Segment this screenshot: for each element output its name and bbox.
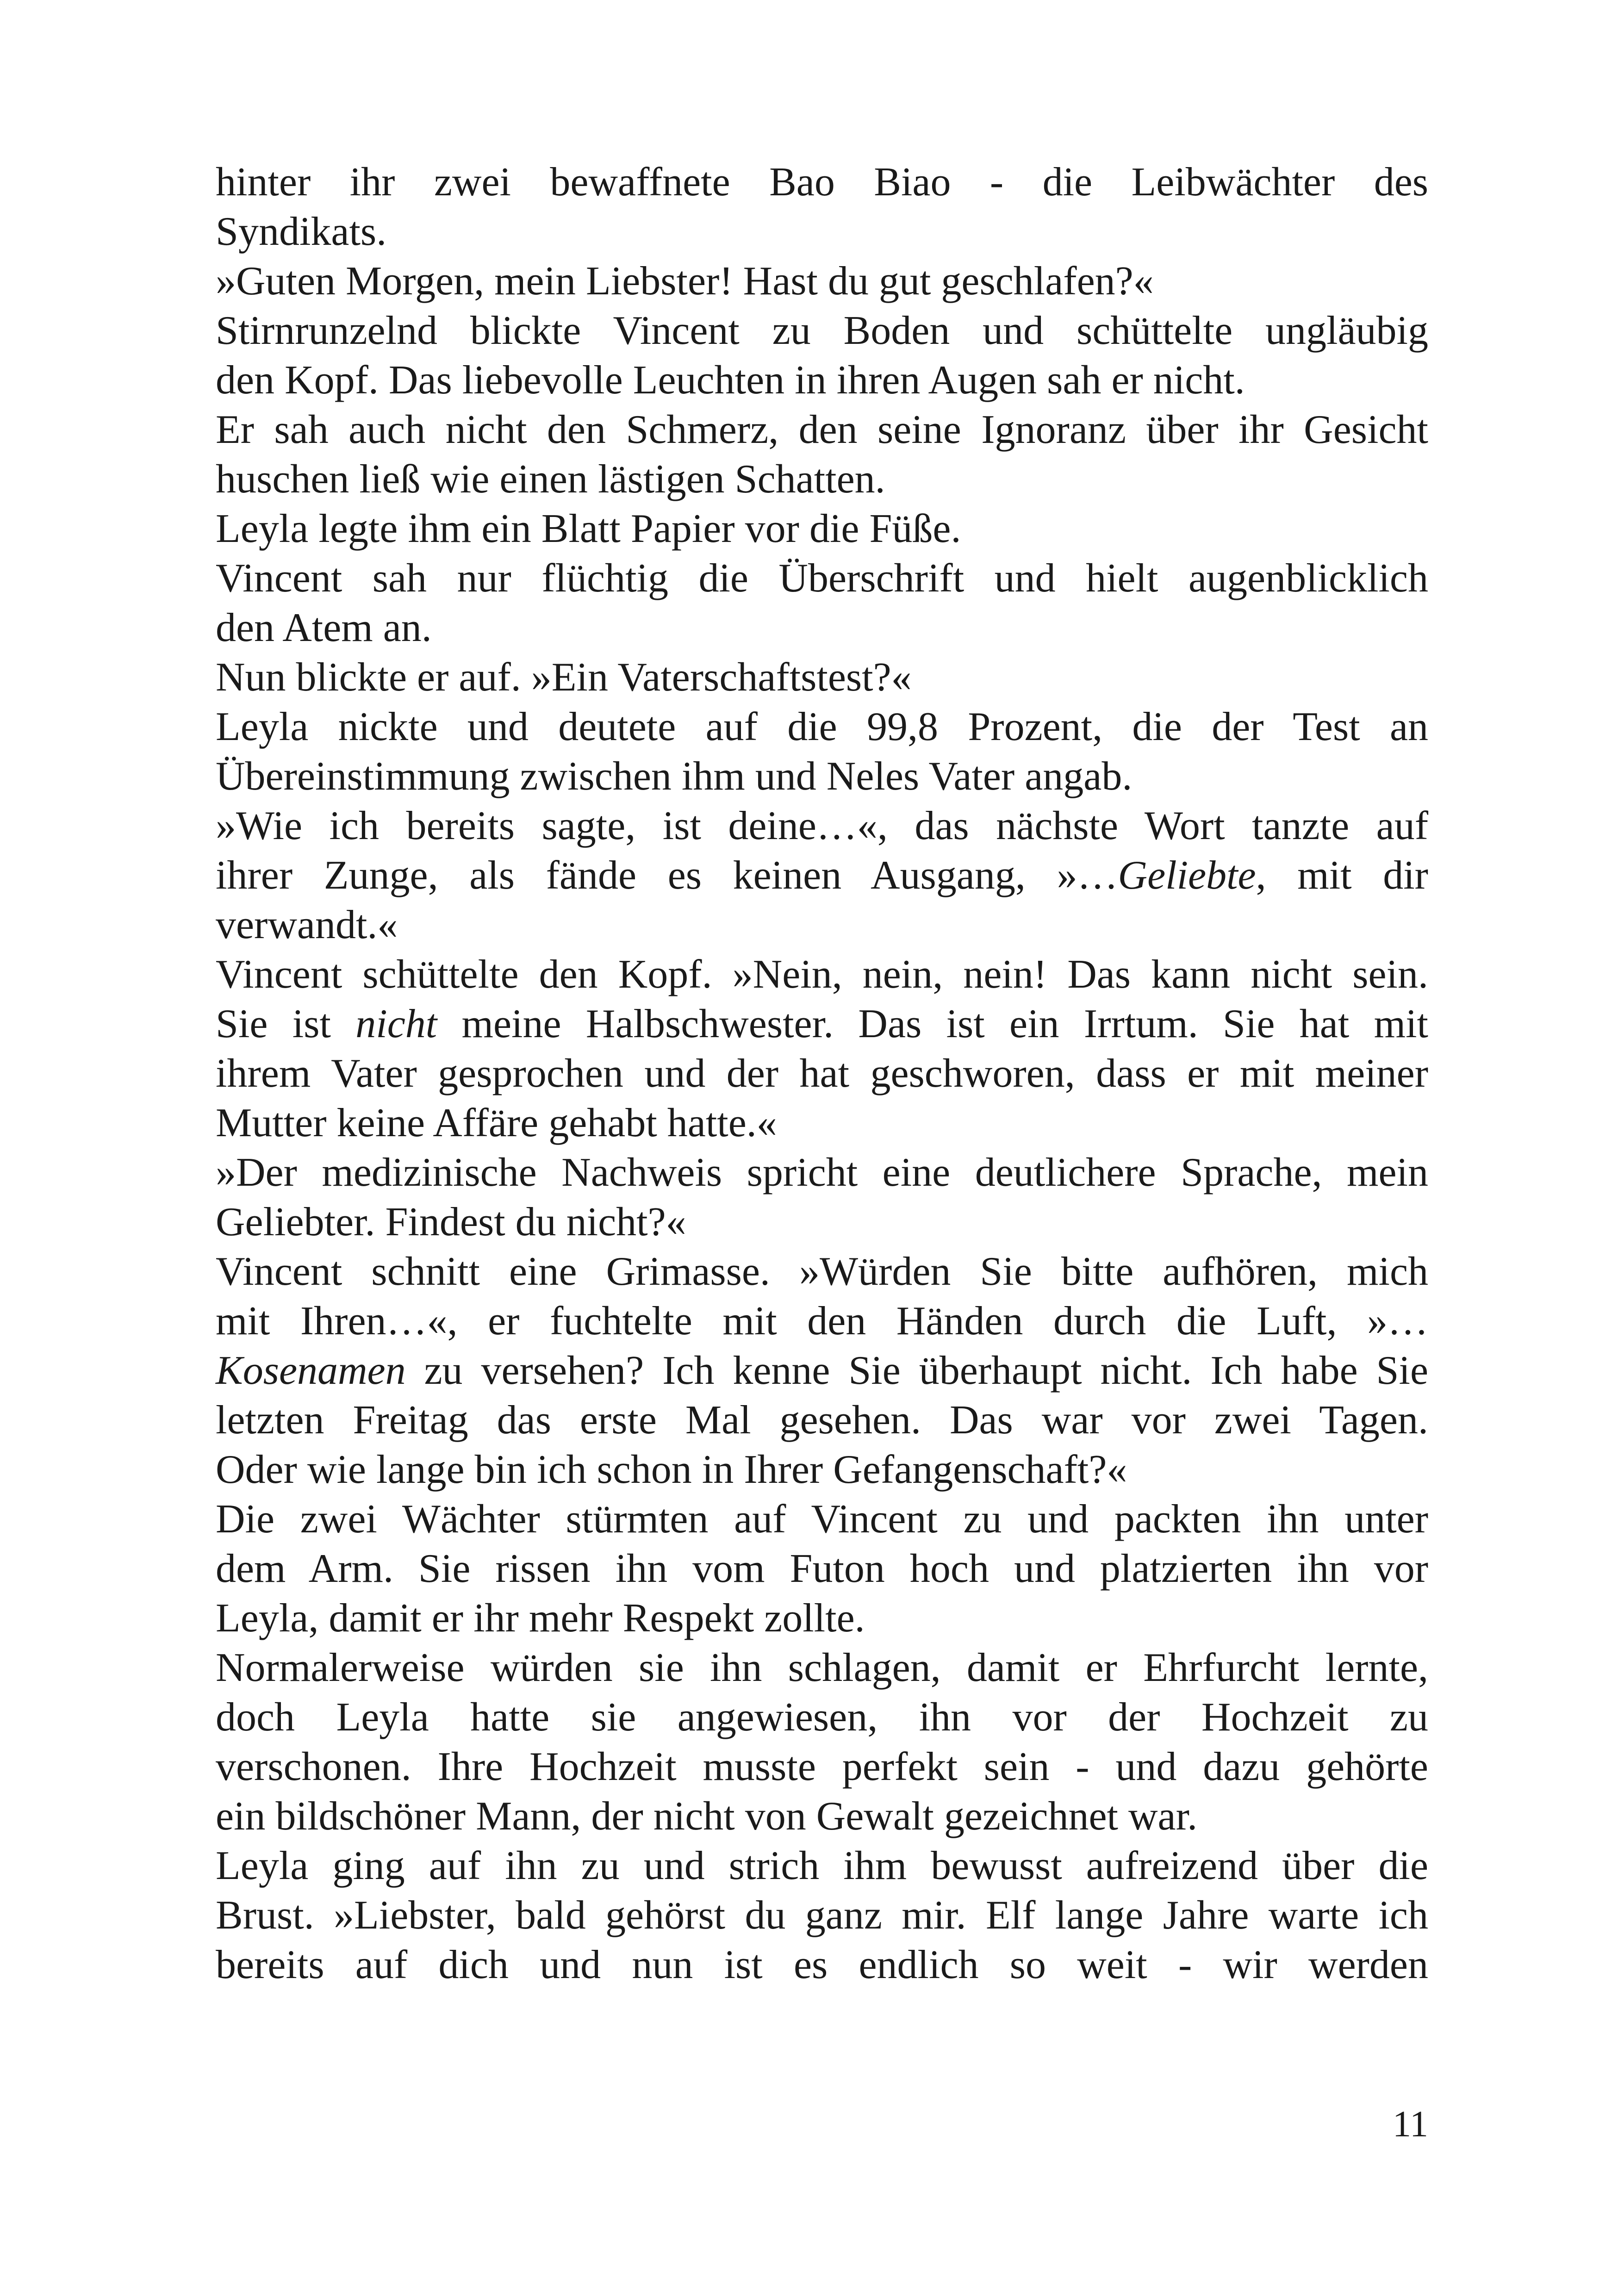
text-line: ihrem Vater gesprochen und der hat geschworen, dass er mit meiner <box>216 1051 1428 1096</box>
body-text <box>216 157 1428 1990</box>
text-line: Syndikats. <box>216 209 387 254</box>
text-line: Mutter keine Affäre gehabt hatte.« <box>216 1101 777 1145</box>
text-line: verwandt.« <box>216 902 398 947</box>
text-line: Vincent schnitt eine Grimasse. »Würden Sie bitte aufhören, mich <box>216 1249 1428 1294</box>
text-run: ihrer Zunge, als fände es keinen Ausgang, »… <box>216 853 1118 898</box>
text-line <box>216 1346 1428 1395</box>
text-run: Sie ist <box>216 1002 356 1046</box>
text-line <box>216 999 1428 1049</box>
text-run: zu versehen? Ich kenne Sie überhaupt nicht. Ich habe Sie <box>405 1348 1428 1393</box>
text-run: meine Halbschwester. Das ist ein Irrtum. Sie hat mit <box>437 1002 1428 1046</box>
text-line: verschonen. Ihre Hochzeit musste perfekt sein - und dazu gehörte <box>216 1744 1428 1789</box>
text-line: den Atem an. <box>216 605 432 650</box>
text-line <box>216 851 1428 900</box>
text-line: Er sah auch nicht den Schmerz, den seine Ignoranz über ihr Gesicht <box>216 407 1428 452</box>
emphasized-word: Kosenamen <box>216 1348 406 1393</box>
text-line: Leyla, damit er ihr mehr Respekt zollte. <box>216 1596 865 1641</box>
text-line: »Guten Morgen, mein Liebster! Hast du gut geschlafen?« <box>216 259 1154 304</box>
text-line: »Der medizinische Nachweis spricht eine deutlichere Sprache, mein <box>216 1150 1428 1195</box>
text-line: bereits auf dich und nun ist es endlich so weit - wir werden <box>216 1942 1428 1987</box>
text-line: Geliebter. Findest du nicht?« <box>216 1200 686 1244</box>
text-line: huschen ließ wie einen lästigen Schatten. <box>216 457 885 502</box>
text-line: letzten Freitag das erste Mal gesehen. Das war vor zwei Tagen. <box>216 1398 1428 1443</box>
text-line: Die zwei Wächter stürmten auf Vincent zu und packten ihn unter <box>216 1497 1428 1542</box>
text-line: Nun blickte er auf. »Ein Vaterschaftstest?« <box>216 655 912 700</box>
text-line: Normalerweise würden sie ihn schlagen, damit er Ehrfurcht lernte, <box>216 1645 1428 1690</box>
text-line: doch Leyla hatte sie angewiesen, ihn vor der Hochzeit zu <box>216 1695 1428 1740</box>
text-line: Leyla legte ihm ein Blatt Papier vor die Füße. <box>216 506 961 551</box>
text-line: hinter ihr zwei bewaffnete Bao Biao - die Leibwächter des <box>216 160 1428 205</box>
text-run: , mit dir <box>1256 853 1428 898</box>
text-line: mit Ihren…«, er fuchtelte mit den Händen durch die Luft, »… <box>216 1299 1428 1344</box>
emphasized-word: nicht <box>355 1002 437 1046</box>
text-line: dem Arm. Sie rissen ihn vom Futon hoch und platzierten ihn vor <box>216 1546 1428 1591</box>
text-line: Vincent schüttelte den Kopf. »Nein, nein, nein! Das kann nicht sein. <box>216 952 1428 997</box>
page-number: 11 <box>1392 2104 1428 2145</box>
text-line: Brust. »Liebster, bald gehörst du ganz mir. Elf lange Jahre warte ich <box>216 1893 1428 1938</box>
text-line: Leyla ging auf ihn zu und strich ihm bewusst aufreizend über die <box>216 1843 1428 1888</box>
text-line: den Kopf. Das liebevolle Leuchten in ihren Augen sah er nicht. <box>216 358 1245 403</box>
text-line: Stirnrunzelnd blickte Vincent zu Boden und schüttelte ungläubig <box>216 308 1428 353</box>
text-line: Vincent sah nur flüchtig die Überschrift und hielt augenblicklich <box>216 556 1428 601</box>
text-line: »Wie ich bereits sagte, ist deine…«, das nächste Wort tanzte auf <box>216 803 1428 848</box>
text-line: ein bildschöner Mann, der nicht von Gewalt gezeichnet war. <box>216 1794 1198 1839</box>
emphasized-word: Geliebte <box>1118 853 1256 898</box>
text-line: Oder wie lange bin ich schon in Ihrer Gefangenschaft?« <box>216 1447 1127 1492</box>
text-line: Leyla nickte und deutete auf die 99,8 Prozent, die der Test an <box>216 704 1428 749</box>
text-line: Übereinstimmung zwischen ihm und Neles Vater angab. <box>216 754 1133 799</box>
